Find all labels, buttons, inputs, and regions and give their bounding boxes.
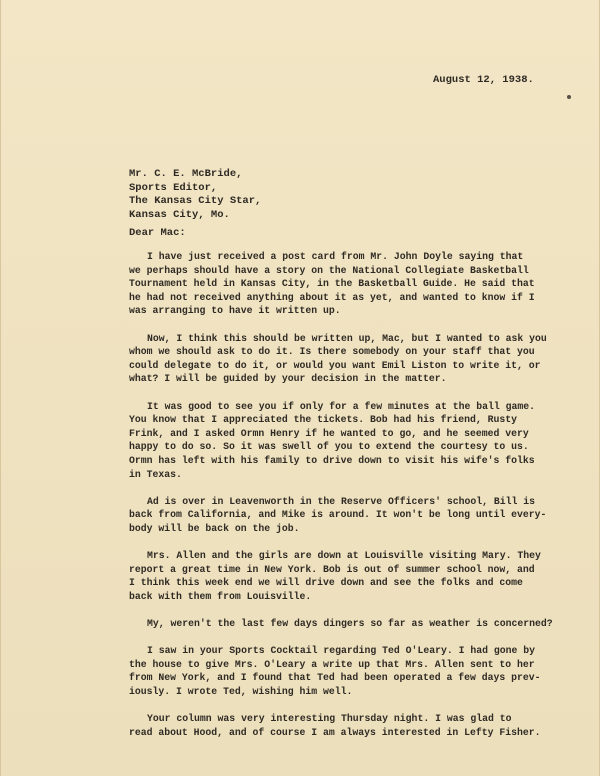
address-line: Mr. C. E. McBride,: [129, 168, 243, 180]
body-line: It was good to see you if only for a few minutes at the ball game.: [147, 400, 536, 412]
body-line: we perhaps should have a story on the National Collegiate Basketball: [129, 264, 529, 276]
body-line: report a great time in New York. Bob is out of summer school now, and: [129, 563, 535, 575]
body-line: Ad is over in Leavenworth in the Reserve Officers' school, Bill is: [147, 495, 536, 507]
body-line: could delegate to do it, or would you want Emil Liston to write it, or: [129, 359, 541, 371]
body-line: from New York, and I found that Ted had been operated a few days prev-: [129, 672, 541, 684]
body-line: back from California, and Mike is around. It won't be long until every-: [129, 509, 547, 521]
recipient-address: [129, 168, 261, 222]
address-line: The Kansas City Star,: [129, 195, 262, 207]
address-line: Kansas City, Mo.: [129, 208, 230, 221]
body-line: Now, I think this should be written up, Mac, but I wanted to ask you: [147, 332, 547, 344]
paragraph-2: [129, 332, 559, 386]
body-line: the house to give Mrs. O'Leary a write up that Mrs. Allen sent to her: [129, 658, 535, 670]
body-line: read about Hood, and of course I am always interested in Lefty Fisher.: [129, 726, 541, 738]
paragraph-8: [129, 712, 559, 739]
body-line: Your column was very interesting Thursday night. I was glad to: [147, 713, 512, 725]
body-line: he had not received anything about it as yet, and wanted to know if I: [129, 291, 535, 303]
paragraph-3: [129, 400, 559, 482]
body-line: was arranging to have it written up.: [129, 305, 341, 317]
address-line: Sports Editor,: [129, 181, 218, 194]
body-line: Ormn has left with his family to drive down to visit his wife's folks: [129, 454, 535, 466]
body-line: I have just received a post card from Mr. John Doyle saying that: [147, 251, 524, 262]
body-line: happy to do so. So it was swell of you to extend the courtesy to us.: [129, 441, 529, 453]
body-line: iously. I wrote Ted, wishing him well.: [129, 686, 353, 697]
body-line: body will be back on the job.: [129, 522, 300, 534]
paragraph-6: [129, 617, 559, 631]
paragraph-4: [129, 495, 559, 536]
body-line: back with them from Louisville.: [129, 590, 312, 602]
paragraph-1: [129, 250, 559, 318]
salutation: Dear Mac:: [129, 227, 186, 239]
body-line: Frink, and I asked Ormn Henry if he wanted to go, and he seemed very: [129, 427, 529, 439]
paragraph-5: [129, 549, 559, 603]
body-line: I think this week end we will drive down and see the folks and come: [129, 577, 523, 589]
body-line: whom we should ask to do it. Is there somebody on your staff that you: [129, 346, 535, 358]
body-line: You know that I appreciated the tickets. Bob had his friend, Rusty: [129, 414, 518, 426]
letter-date: August 12, 1938.: [433, 74, 534, 86]
body-line: Mrs. Allen and the girls are down at Louisville visiting Mary. They: [147, 550, 541, 562]
body-line: what? I will be guided by your decision in the matter.: [129, 373, 447, 385]
ink-dot: [567, 95, 571, 99]
letter-body: [129, 250, 559, 753]
paragraph-7: [129, 644, 559, 698]
body-line: Tournament held in Kansas City, in the Basketball Guide. He said that: [129, 278, 535, 290]
body-line: My, weren't the last few days dingers so far as weather is concerned?: [147, 618, 553, 630]
body-line: I saw in your Sports Cocktail regarding Ted O'Leary. I had gone by: [147, 645, 536, 657]
body-line: in Texas.: [129, 468, 182, 480]
